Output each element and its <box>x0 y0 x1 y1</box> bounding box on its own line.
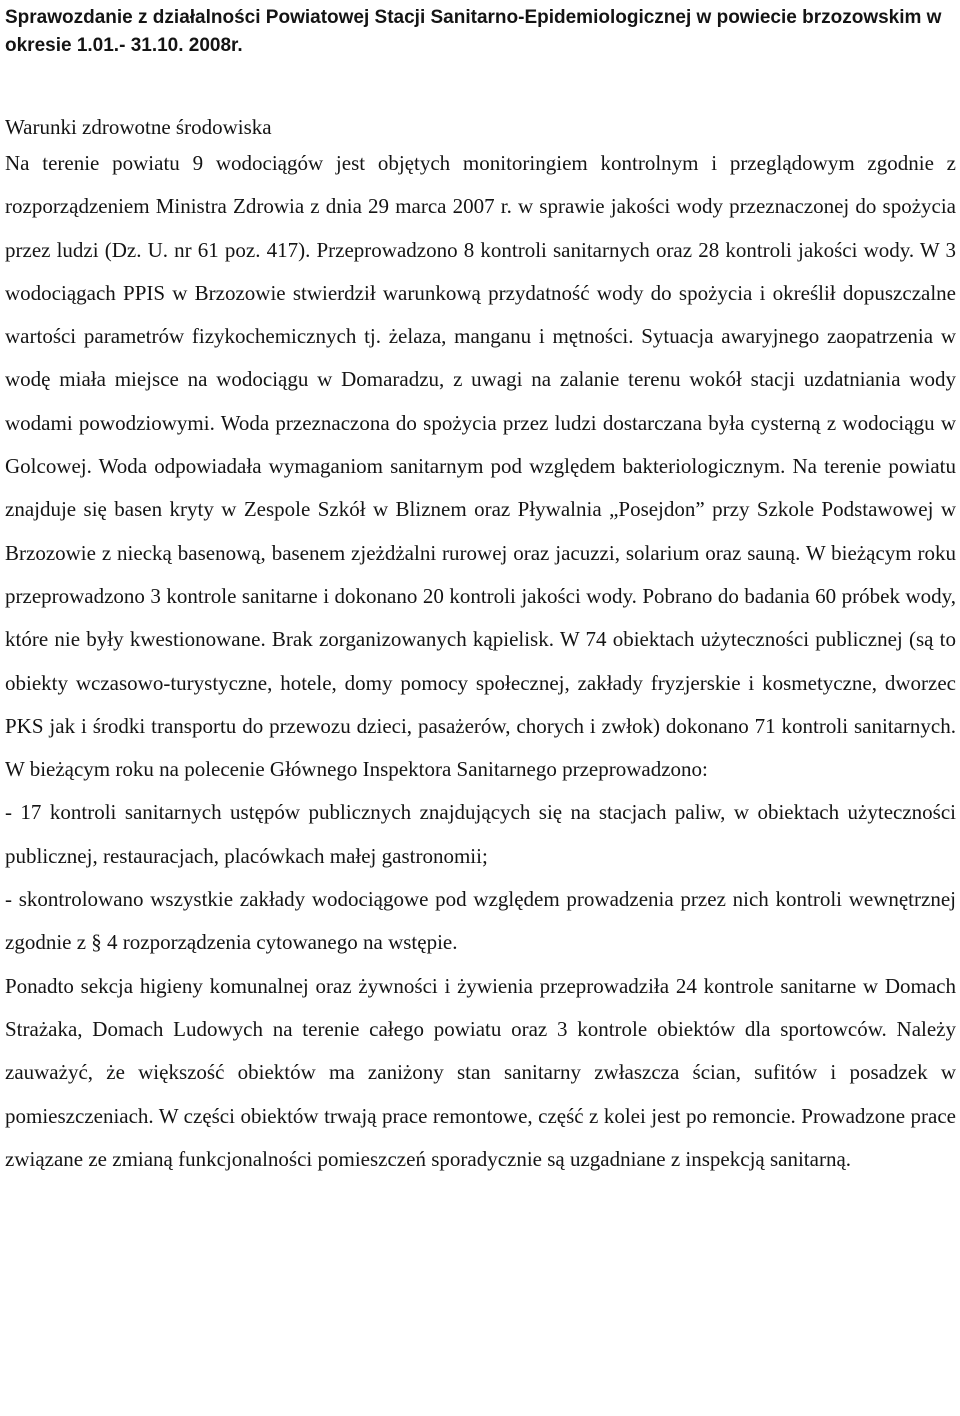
paragraph-additional-inspections: Ponadto sekcja higieny komunalnej oraz żywności i żywienia przeprowadziła 24 kontrole sanitarne w Domach Strażaka, Domach Ludowych na terenie całego powiatu oraz 3 kontrole obiektów dla sportowców. Należy zauważyć, że większość obiektów ma zaniżony stan sanitarny zwłaszcza ścian, sufitów i posadzek w pomieszczeniach. W części obiektów trwają prace remontowe, część z kolei jest po remoncie. Prowadzone prace związane ze zmianą funkcjonalności pomieszczeń sporadycznie są uzgadniane z inspekcją sanitarną. <box>5 973 956 1171</box>
list-item-public-toilets: - 17 kontroli sanitarnych ustępów publicznych znajdujących się na stacjach paliw, w obiektach użyteczności publicznej, restauracjach, placówkach małej gastronomii; <box>5 800 956 868</box>
list-item-waterworks: - skontrolowano wszystkie zakłady wodociągowe pod względem prowadzenia przez nich kontroli wewnętrznej zgodnie z § 4 rozporządzenia cytowanego na wstępie. <box>5 887 956 955</box>
paragraph-water-monitoring: Na terenie powiatu 9 wodociągów jest objętych monitoringiem kontrolnym i przeglądowym zgodnie z rozporządzeniem Ministra Zdrowia z dnia 29 marca 2007 r. w sprawie jakości wody przeznaczonej do spożycia przez ludzi (Dz. U. nr 61 poz. 417). Przeprowadzono 8 kontroli sanitarnych oraz 28 kontroli jakości wody. W 3 wodociągach PPIS w Brzozowie stwierdził warunkową przydatność wody do spożycia i określił dopuszczalne wartości parametrów fizykochemicznych tj. żelaza, manganu i mętności. Sytuacja awaryjnego zaopatrzenia w wodę miała miejsce na wodociągu w Domaradzu, z uwagi na zalanie terenu wokół stacji uzdatniania wody wodami powodziowymi. Woda przeznaczona do spożycia przez ludzi dostarczana była cysterną z wodociągu w Golcowej. Woda odpowiadała wymaganiom sanitarnym pod względem bakteriologicznym. Na terenie powiatu znajduje się basen kryty w Zespole Szkół w Bliznem oraz Pływalnia „Posejdon” przy Szkole Podstawowej w Brzozowie z niecką basenową, basenem zjeżdżalni rurowej oraz jacuzzi, solarium oraz sauną. W bieżącym roku przeprowadzono 3 kontrole sanitarne i dokonano 20 kontroli jakości wody. Pobrano do badania 60 próbek wody, które nie były kwestionowane. Brak zorganizowanych kąpielisk. W 74 obiektach użyteczności publicznej (są to obiekty wczasowo-turystyczne, hotele, domy pomocy społecznej, zakłady fryzjerskie i kosmetyczne, dworzec PKS jak i środki transportu do przewozu dzieci, pasażerów, chorych i zwłok) dokonano 71 kontroli sanitarnych. W bieżącym roku na polecenie Głównego Inspektora Sanitarnego przeprowadzono: <box>5 151 956 782</box>
section-heading: Warunki zdrowotne środowiska <box>5 115 272 139</box>
document-title: Sprawozdanie z działalności Powiatowej Stacji Sanitarno-Epidemiologicznej w powiecie brzozowskim w okresie 1.01.- 31.10. 2008r. <box>5 7 942 56</box>
